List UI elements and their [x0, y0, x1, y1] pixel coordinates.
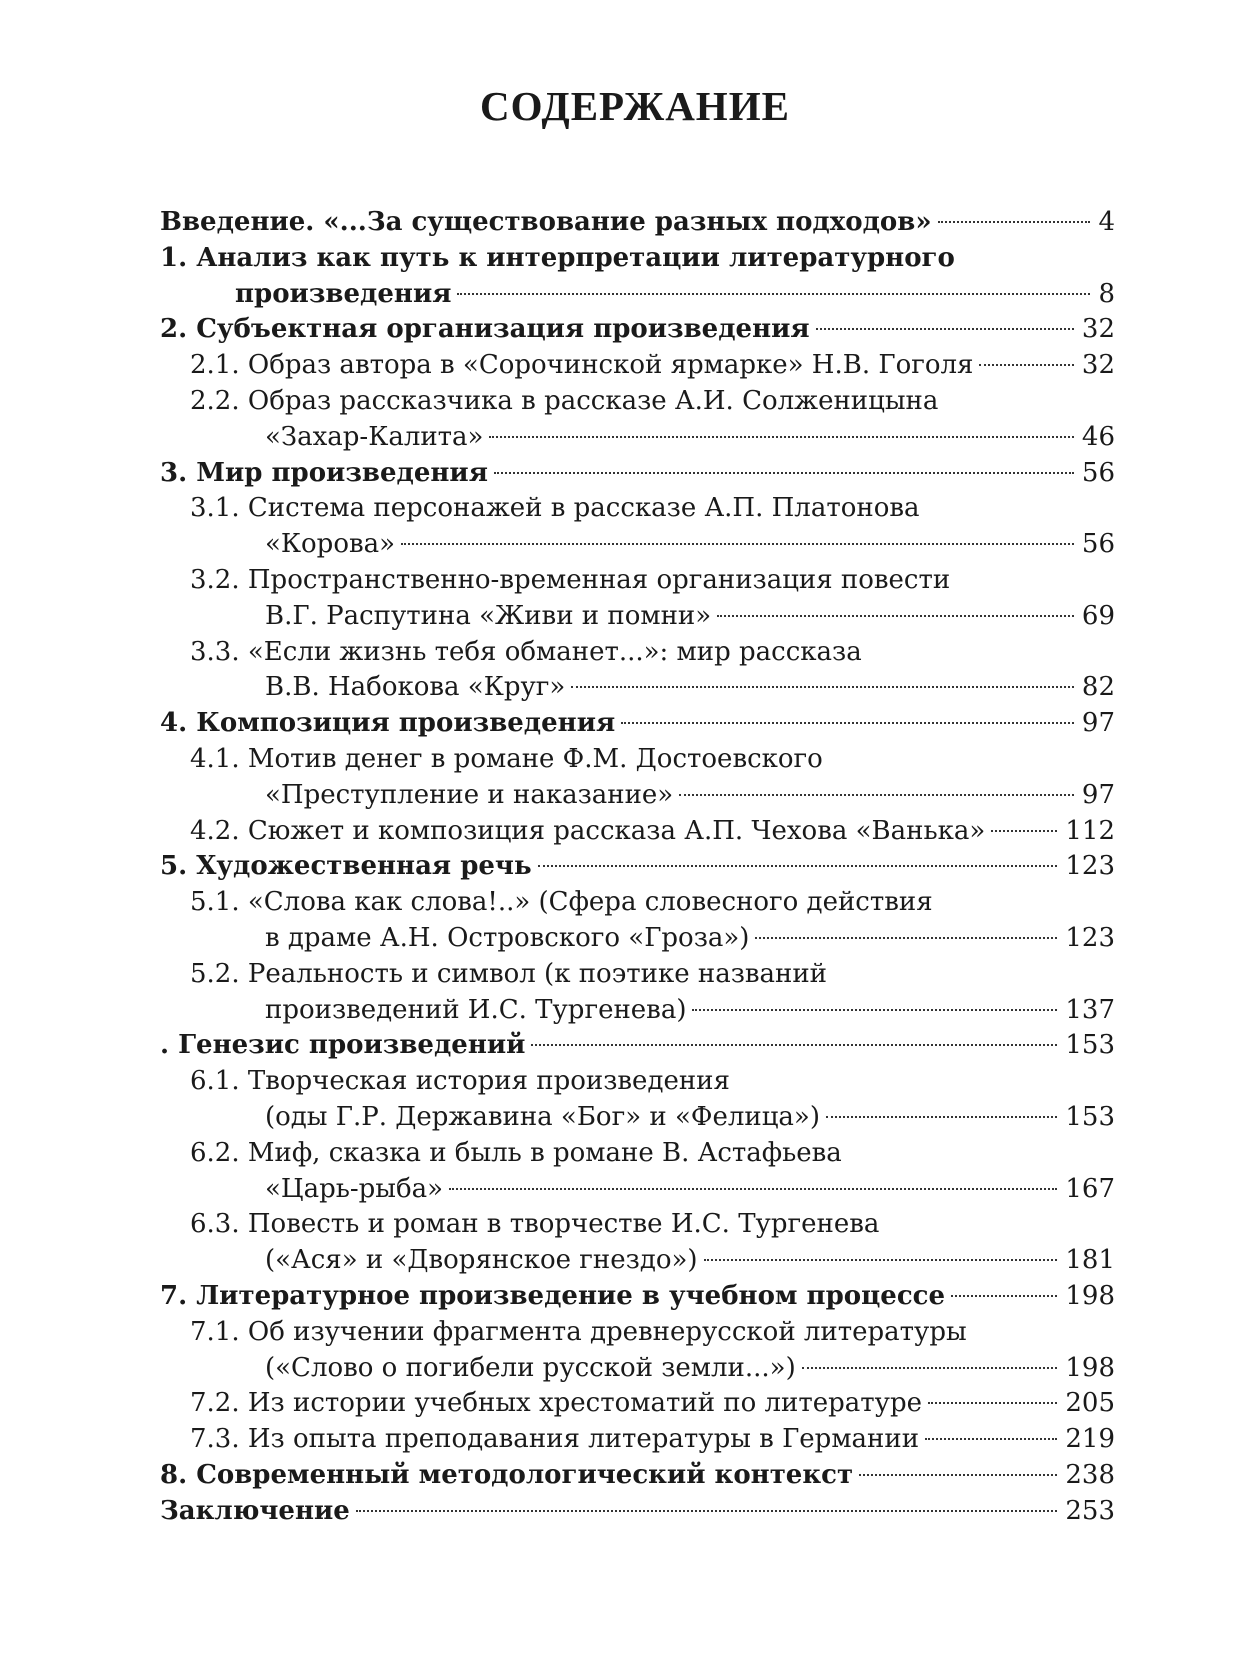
toc-page-number: 8 [1098, 278, 1115, 309]
toc-entry-line [190, 1243, 1115, 1279]
toc-page-number: 4 [1098, 207, 1115, 237]
toc-entry-line [190, 420, 1115, 456]
toc-page-number: 69 [1081, 600, 1115, 631]
toc-page-number: 123 [1065, 922, 1115, 953]
toc-page-number: 56 [1081, 529, 1115, 560]
toc-chapter [160, 1279, 1115, 1315]
toc-entry-line [190, 1386, 1115, 1422]
toc-entry-line [190, 1172, 1115, 1208]
toc-entry-title: 3. Мир произведения [160, 457, 488, 488]
toc-entry-title: В.В. Набокова «Круг» [265, 672, 566, 703]
toc-entry-title: 4.2. Сюжет и композиция рассказа А.П. Чехова «Ванька» [190, 815, 986, 846]
toc-entry-line [160, 1028, 1115, 1064]
toc-page-number: 97 [1081, 708, 1115, 739]
toc-entry-title: «Преступление и наказание» [265, 779, 674, 810]
dot-leader [449, 1188, 1057, 1190]
toc-entry-title-line: 1. Анализ как путь к интерпретации литературного [160, 242, 955, 273]
toc-entry-line [160, 312, 1115, 348]
toc-entry-title-line: 4.1. Мотив денег в романе Ф.М. Достоевского [190, 743, 823, 774]
toc-entry-line [190, 778, 1115, 814]
toc-entry-line [190, 348, 1115, 384]
toc-entry-title-line: 6.3. Повесть и роман в творчестве И.С. Тургенева [190, 1209, 880, 1240]
dot-leader [802, 1367, 1058, 1369]
toc-page-number: 238 [1065, 1459, 1115, 1490]
toc-entry-line [160, 849, 1115, 885]
toc-entry-line [190, 921, 1115, 957]
toc-chapter [160, 1494, 1115, 1530]
dot-leader [755, 937, 1057, 939]
toc-page-number: 167 [1065, 1173, 1115, 1204]
dot-leader [925, 1438, 1057, 1440]
toc-entry-line [160, 456, 1115, 492]
toc-entry-title-line: 6.2. Миф, сказка и быль в романе В. Астафьева [190, 1137, 842, 1168]
dot-leader [356, 1510, 1058, 1512]
dot-leader [679, 794, 1074, 796]
toc-section [160, 1422, 1115, 1458]
toc-entry-title: в драме А.Н. Островского «Гроза») [265, 922, 750, 953]
toc-entry-title: 2.1. Образ автора в «Сорочинской ярмарке» Н.В. Гоголя [190, 350, 974, 381]
toc-entry-title-line: 2.2. Образ рассказчика в рассказе А.И. Солженицына [190, 385, 939, 416]
toc-entry-title: произведения [235, 278, 452, 309]
toc-page-number: 97 [1081, 779, 1115, 810]
dot-leader [531, 1044, 1057, 1046]
toc-page-number: 112 [1065, 815, 1115, 846]
toc-entry-line [160, 1494, 1115, 1530]
toc-page-number: 253 [1065, 1495, 1115, 1526]
dot-leader [621, 722, 1074, 724]
toc-entry-title: произведений И.С. Тургенева) [265, 994, 687, 1025]
toc-chapter [160, 849, 1115, 885]
toc-section [160, 742, 1115, 814]
toc-entry-title: 5. Художественная речь [160, 851, 532, 882]
toc-entry-title: Заключение [160, 1495, 350, 1526]
toc-page-number: 153 [1065, 1101, 1115, 1132]
toc-section [160, 814, 1115, 850]
toc-entry-title: «Царь-рыба» [265, 1173, 444, 1204]
dot-leader [571, 686, 1074, 688]
dot-leader [979, 364, 1073, 366]
toc-section [160, 1315, 1115, 1387]
toc-chapter [160, 205, 1115, 241]
dot-leader [494, 472, 1074, 474]
page-title: СОДЕРЖАНИЕ [480, 83, 790, 129]
toc-entry-title-line: 5.2. Реальность и символ (к поэтике названий [190, 958, 828, 989]
toc-chapter [160, 241, 1115, 313]
toc-page-number: 181 [1065, 1245, 1115, 1276]
toc-entry-title-line: 5.1. «Слова как слова!..» (Сфера словесного действия [190, 887, 933, 918]
toc-section [160, 1136, 1115, 1208]
dot-leader [816, 328, 1074, 330]
toc-entry-title-line: 3.2. Пространственно-временная организация повести [190, 564, 951, 595]
toc-page-number: 219 [1065, 1424, 1115, 1455]
toc-section [160, 957, 1115, 1029]
toc-entry-line [160, 1458, 1115, 1494]
toc-entry-line [190, 527, 1115, 563]
dot-leader [928, 1402, 1057, 1404]
toc-section [160, 384, 1115, 456]
toc-entry-line [190, 1351, 1115, 1387]
toc-page-number: 82 [1081, 672, 1115, 703]
dot-leader [538, 865, 1058, 867]
toc-chapter [160, 456, 1115, 492]
toc-entry-title: «Захар-Калита» [265, 421, 484, 452]
toc-section [160, 1207, 1115, 1279]
toc-entry-title: В.Г. Распутина «Живи и помни» [265, 600, 712, 631]
dot-leader [401, 543, 1074, 545]
toc-entry-title-line: 3.3. «Если жизнь тебя обманет...»: мир рассказа [190, 636, 862, 667]
toc-entry-line [160, 706, 1115, 742]
dot-leader [951, 1295, 1057, 1297]
toc-page-number: 198 [1065, 1280, 1115, 1311]
dot-leader [704, 1259, 1058, 1261]
dot-leader [938, 221, 1091, 223]
toc-entry-title: Введение. «...За существование разных подходов» [160, 207, 932, 237]
dot-leader [859, 1474, 1057, 1476]
toc-page-number: 46 [1081, 421, 1115, 452]
toc-entry-line [190, 599, 1115, 635]
toc-entry-line [190, 993, 1115, 1029]
toc-entry-line [190, 1422, 1115, 1458]
toc-page-number: 56 [1081, 457, 1115, 488]
toc-section [160, 491, 1115, 563]
toc-entry-line [190, 1100, 1115, 1136]
toc-section [160, 635, 1115, 707]
toc-entry-line [160, 277, 1115, 313]
toc-page-number: 32 [1081, 314, 1115, 345]
toc-page-number: 137 [1065, 994, 1115, 1025]
toc-entry-title: . Генезис произведений [160, 1030, 526, 1061]
toc-page-number: 153 [1065, 1030, 1115, 1061]
toc-entry-line [190, 670, 1115, 706]
dot-leader [991, 830, 1057, 832]
toc-entry-title: 7.2. Из истории учебных хрестоматий по литературе [190, 1388, 923, 1419]
toc-chapter [160, 312, 1115, 348]
toc-page-number: 198 [1065, 1352, 1115, 1383]
dot-leader [489, 436, 1073, 438]
toc-entry-title-line: 6.1. Творческая история произведения [190, 1066, 730, 1097]
toc-entry-title: 8. Современный методологический контекст [160, 1459, 854, 1490]
toc-section [160, 348, 1115, 384]
toc-entry-title-line: 3.1. Система персонажей в рассказе А.П. Платонова [190, 493, 920, 524]
table-of-contents [160, 205, 1115, 1529]
toc-entry-line [160, 205, 1115, 241]
toc-entry-line [190, 814, 1115, 850]
toc-section [160, 1386, 1115, 1422]
dot-leader [692, 1009, 1057, 1011]
toc-entry-title-line: 7.1. Об изучении фрагмента древнерусской литературы [190, 1316, 967, 1347]
toc-chapter [160, 706, 1115, 742]
toc-section [160, 563, 1115, 635]
dot-leader [717, 615, 1074, 617]
toc-entry-title: 7. Литературное произведение в учебном процессе [160, 1280, 946, 1311]
toc-entry-title: (оды Г.Р. Державина «Бог» и «Фелица») [265, 1101, 820, 1132]
toc-page-number: 32 [1081, 350, 1115, 381]
toc-page-number: 205 [1065, 1388, 1115, 1419]
toc-section [160, 885, 1115, 957]
toc-entry-title: 2. Субъектная организация произведения [160, 314, 810, 345]
toc-chapter [160, 1458, 1115, 1494]
toc-entry-title: («Слово о погибели русской земли...») [265, 1352, 796, 1383]
toc-page-number: 123 [1065, 851, 1115, 882]
toc-entry-title: «Корова» [265, 529, 396, 560]
toc-entry-line [160, 1279, 1115, 1315]
toc-entry-title: 7.3. Из опыта преподавания литературы в Германии [190, 1424, 920, 1455]
toc-entry-title: («Ася» и «Дворянское гнездо») [265, 1245, 698, 1276]
toc-section [160, 1064, 1115, 1136]
toc-chapter [160, 1028, 1115, 1064]
dot-leader [826, 1116, 1057, 1118]
toc-entry-title: 4. Композиция произведения [160, 708, 616, 739]
dot-leader [457, 293, 1090, 295]
